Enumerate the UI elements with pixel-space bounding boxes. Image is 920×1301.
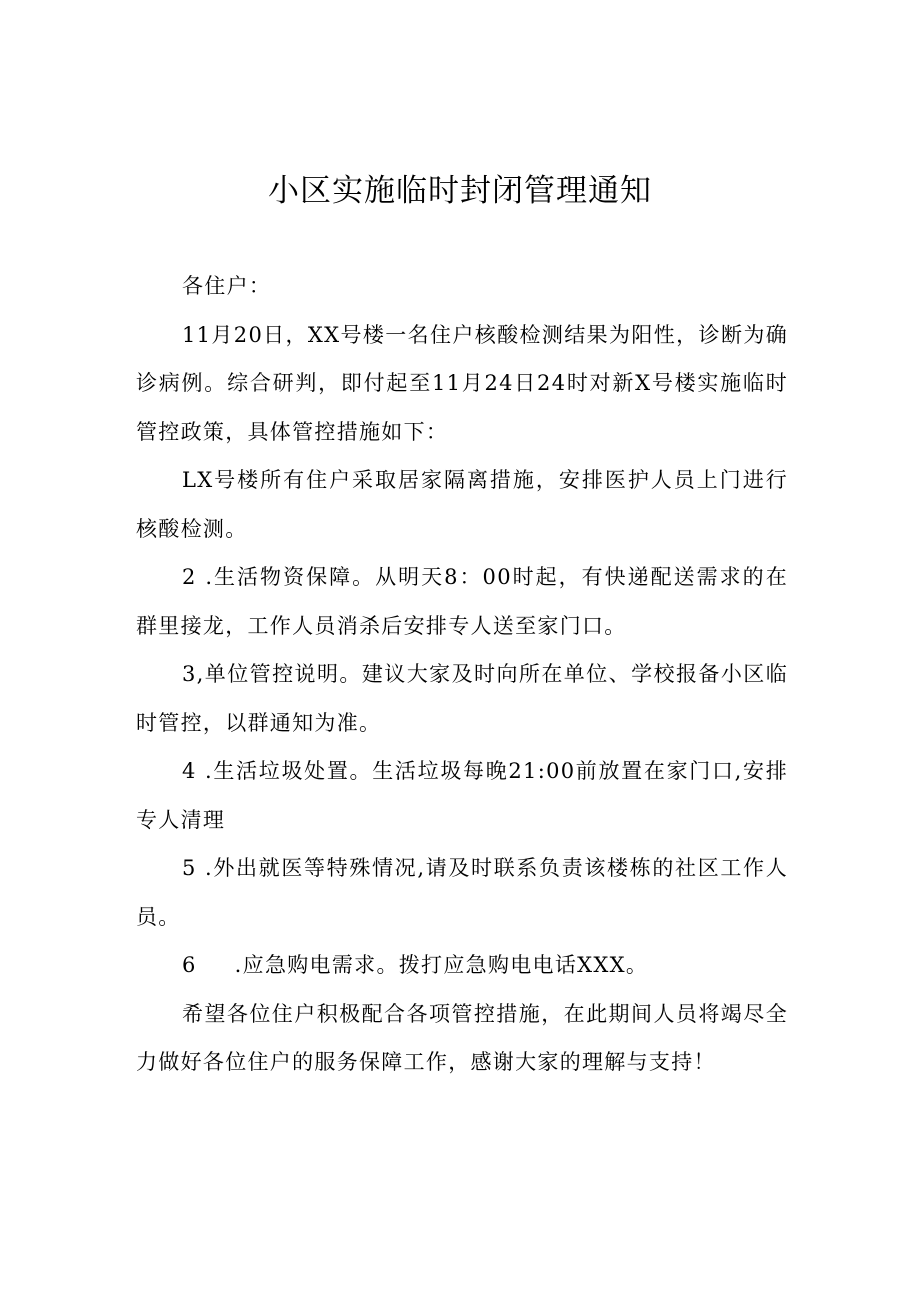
document-body	[136, 262, 788, 1087]
paragraph-item-6	[136, 941, 788, 990]
paragraph-closing: 希望各位住户积极配合各项管控措施，在此期间人员将竭尽全力做好各位住户的服务保障工作，感谢大家的理解与支持！	[136, 1001, 788, 1074]
paragraph-intro: 11月20日，XX号楼一名住户核酸检测结果为阳性，诊断为确诊病例。综合研判，即付起至11月24日24时对新X号楼实施临时管控政策，具体管控措施如下：	[136, 322, 788, 444]
item-6-text: .应急购电需求。拨打应急购电电话XXX。	[234, 953, 649, 977]
paragraph-item-2: 2 .生活物资保障。从明天8：00时起，有快递配送需求的在群里接龙，工作人员消杀后安排专人送至家门口。	[136, 565, 788, 638]
item-6-number: 6	[182, 953, 197, 977]
paragraph-item-4: 4 .生活垃圾处置。生活垃圾每晚21:00前放置在家门口,安排专人清理	[136, 759, 788, 832]
document-title: 小区实施临时封闭管理通知	[268, 173, 652, 209]
paragraph-item-5: 5 .外出就医等特殊情况,请及时联系负责该楼栋的社区工作人员。	[136, 856, 788, 929]
salutation: 各住户：	[182, 274, 272, 298]
paragraph-item-1: LX号楼所有住户采取居家隔离措施，安排医护人员上门进行核酸检测。	[136, 468, 788, 541]
paragraph-item-3: 3,单位管控说明。建议大家及时向所在单位、学校报备小区临时管控，以群通知为准。	[136, 662, 788, 735]
